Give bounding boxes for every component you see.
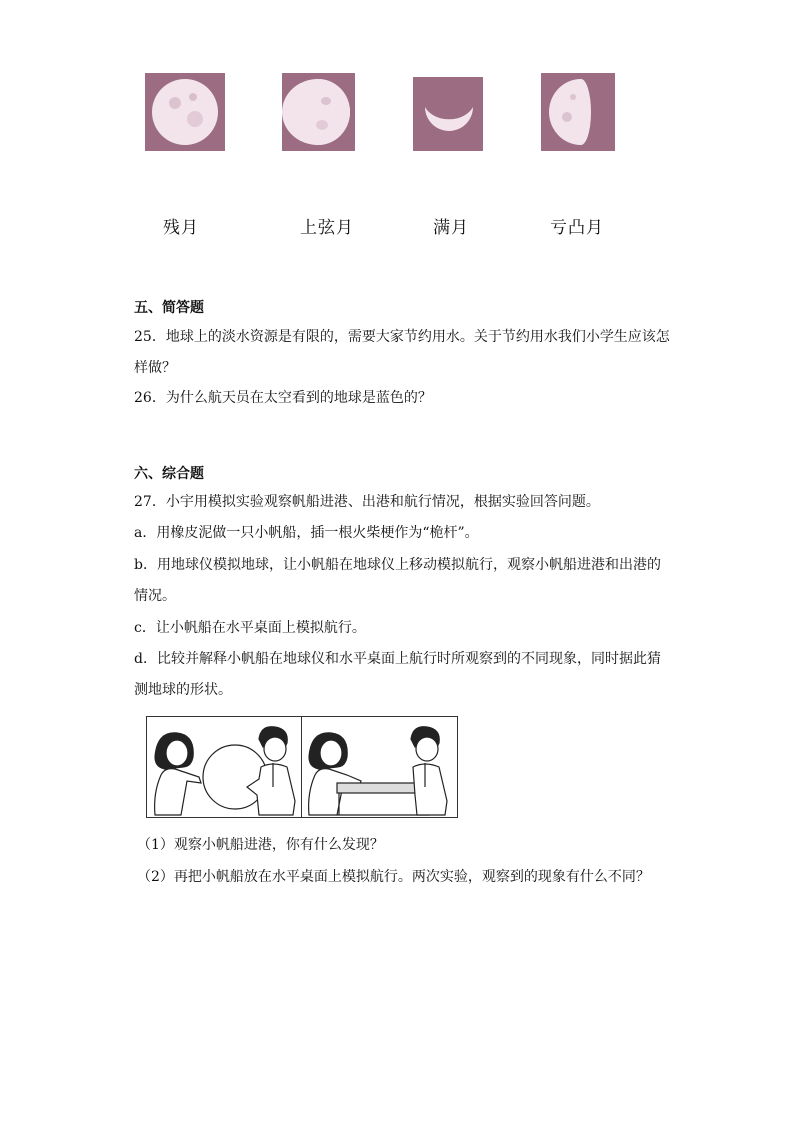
experiment-illustration <box>146 716 458 818</box>
step-d-line2: 测地球的形状。 <box>134 682 232 698</box>
full-moon-image <box>145 73 225 151</box>
question-27: 27．小宇用模拟实验观察帆船进港、出港和航行情况，根据实验回答问题。 <box>134 494 600 510</box>
question-26: 26．为什么航天员在太空看到的地球是蓝色的？ <box>134 390 432 406</box>
last-quarter-moon-image <box>541 73 615 151</box>
step-c: c．让小帆船在水平桌面上模拟航行。 <box>134 620 366 636</box>
step-d-line1: d．比较并解释小帆船在地球仪和水平桌面上航行时所观察到的不同现象，同时据此猜 <box>134 651 661 667</box>
moon-label-waning-crescent: 残月 <box>163 218 199 238</box>
moon-label-full-moon: 满月 <box>433 218 469 238</box>
section-6-title: 六、综合题 <box>134 466 204 482</box>
step-b-line1: b．用地球仪模拟地球，让小帆船在地球仪上移动模拟航行，观察小帆船进港和出港的 <box>134 557 661 573</box>
waxing-gibbous-moon-image <box>282 73 355 151</box>
sub-question-2: （2）再把小帆船放在水平桌面上模拟航行。两次实验，观察到的现象有什么不同？ <box>137 869 650 885</box>
question-25-line1: 25．地球上的淡水资源是有限的，需要大家节约用水。关于节约用水我们小学生应该怎 <box>134 329 670 345</box>
experiment-drawing <box>147 717 457 817</box>
sub-question-1: （1）观察小帆船进港，你有什么发现？ <box>137 837 384 853</box>
section-5-title: 五、简答题 <box>134 300 204 316</box>
question-25-line2: 样做？ <box>134 360 176 376</box>
crescent-moon-image <box>413 77 483 151</box>
moon-label-first-quarter: 上弦月 <box>300 218 354 238</box>
step-a: a．用橡皮泥做一只小帆船，插一根火柴梗作为“桅杆”。 <box>134 525 479 541</box>
step-b-line2: 情况。 <box>134 588 176 604</box>
moon-label-waning-gibbous: 亏凸月 <box>550 218 604 238</box>
illustration-divider <box>301 717 302 817</box>
